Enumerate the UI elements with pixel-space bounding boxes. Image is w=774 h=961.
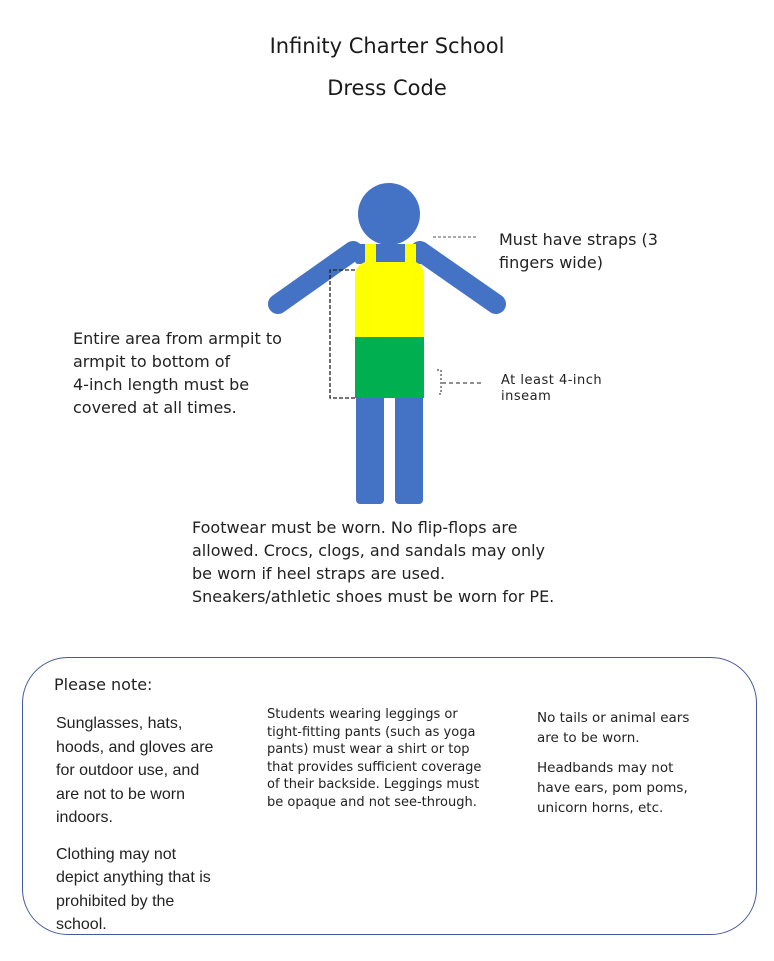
coverage-bracket — [330, 270, 357, 398]
note-line: of their backside. Leggings must — [267, 777, 480, 792]
note-clothing-depictions — [56, 843, 251, 937]
note-tails-ears — [537, 708, 737, 748]
page-title: Infinity Charter School — [269, 34, 505, 58]
note-line: school. — [56, 916, 107, 933]
note-line: depict anything that is — [56, 869, 211, 886]
inseam-note — [501, 373, 602, 405]
note-line: are not to be worn — [56, 785, 185, 803]
straps-note-line: Must have straps (3 — [499, 230, 658, 249]
note-line: Students wearing leggings or — [267, 707, 458, 722]
inseam-note-line: At least 4-inch — [501, 373, 603, 388]
note-line: have ears, pom poms, — [537, 780, 688, 796]
coverage-note-line: Entire area from armpit to — [73, 329, 282, 348]
note-line: hoods, and gloves are — [56, 738, 214, 756]
straps-note — [499, 228, 658, 274]
note-line: unicorn horns, etc. — [537, 800, 664, 816]
note-outdoor-items — [56, 712, 251, 830]
footwear-rules — [192, 516, 554, 608]
footwear-line: Sneakers/athletic shoes must be worn for PE. — [192, 587, 555, 606]
note-line: indoors. — [56, 809, 113, 826]
note-line: be opaque and not see-through. — [267, 794, 477, 810]
note-line: are to be worn. — [537, 730, 640, 746]
note-line: No tails or animal ears — [537, 710, 690, 726]
coverage-note-line: 4-inch length must be — [73, 375, 250, 394]
footwear-line: be worn if heel straps are used. — [192, 564, 446, 583]
note-line: pants) must wear a shirt or top — [267, 742, 470, 757]
straps-note-line: fingers wide) — [499, 253, 603, 272]
note-line: Headbands may not — [537, 760, 674, 776]
right-arm — [420, 251, 496, 304]
notes-heading: Please note: — [54, 675, 153, 694]
page-subtitle: Dress Code — [327, 76, 447, 100]
note-line: Sunglasses, hats, — [56, 715, 183, 732]
note-line: Clothing may not — [56, 845, 177, 863]
note-headbands — [537, 758, 737, 818]
footwear-line: allowed. Crocs, clogs, and sandals may only — [192, 541, 546, 560]
coverage-note — [73, 327, 282, 419]
note-line: tight-fitting pants (such as yoga — [267, 724, 476, 740]
inseam-bracket — [437, 370, 441, 394]
notes-column-2 — [267, 706, 527, 811]
left-leg — [356, 392, 384, 504]
right-leg — [395, 392, 423, 504]
note-line: that provides sufficient coverage — [267, 759, 482, 775]
head — [358, 183, 420, 245]
note-leggings — [267, 706, 527, 811]
left-arm — [278, 251, 353, 304]
coverage-note-line: armpit to bottom of — [73, 352, 231, 371]
green-shorts — [355, 337, 424, 398]
notes-column-3 — [537, 708, 737, 818]
note-line: prohibited by the — [56, 892, 175, 910]
footwear-line: Footwear must be worn. No flip-flops are — [192, 518, 518, 537]
inseam-note-line: inseam — [501, 389, 552, 404]
note-line: for outdoor use, and — [56, 762, 200, 779]
notes-column-1 — [56, 712, 251, 937]
coverage-note-line: covered at all times. — [73, 398, 237, 417]
